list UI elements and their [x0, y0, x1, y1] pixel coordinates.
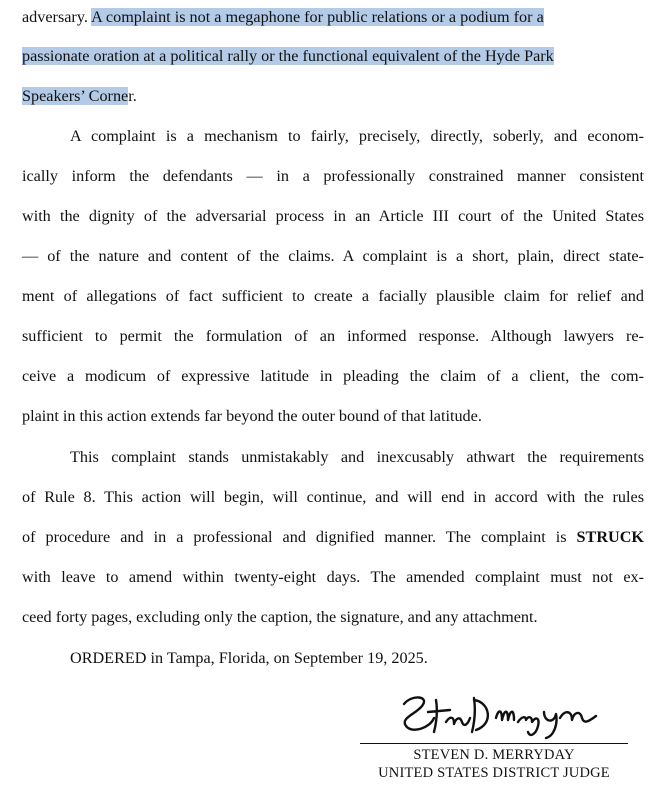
text-line: plaint in this action extends far beyond the outer bound of that latitude.: [22, 407, 482, 425]
text-line: ceive a modicum of expressive latitude in pleading the claim of a client, the com-: [22, 367, 644, 385]
order-line: ORDERED in Tampa, Florida, on September 19, 2025.: [70, 649, 428, 667]
text-segment: of procedure and in a professional and dignified manner. The complaint is: [22, 528, 577, 546]
signature-line: [360, 743, 628, 744]
text-line: A complaint is a mechanism to fairly, precisely, directly, soberly, and econom-: [70, 127, 644, 145]
text-line: This complaint stands unmistakably and inexcusably athwart the requirements: [70, 448, 644, 466]
text-line: sufficient to permit the formulation of an informed response. Although lawyers re-: [22, 327, 644, 345]
text-line: [22, 6, 544, 28]
text-line: with leave to amend within twenty-eight days. The amended complaint must not ex-: [22, 568, 644, 586]
text-line: ceed forty pages, excluding only the caption, the signature, and any attachment.: [22, 608, 538, 626]
signer-name: STEVEN D. MERRYDAY: [413, 747, 575, 763]
text-line: [22, 45, 554, 67]
signer-title: UNITED STATES DISTRICT JUDGE: [378, 765, 610, 781]
selected-text[interactable]: A complaint is not a megaphone for public relations or a podium for a: [91, 8, 544, 26]
handwritten-signature-icon: [390, 688, 610, 744]
text-line: [22, 526, 644, 548]
bold-text: STRUCK: [576, 528, 644, 546]
text-line: ically inform the defendants — in a professionally constrained manner consistent: [22, 167, 644, 185]
text-line: — of the nature and content of the claims. A complaint is a short, plain, direct state-: [22, 247, 644, 265]
text-segment: r.: [128, 87, 137, 105]
selected-text[interactable]: Speakers’ Corne: [22, 87, 129, 105]
text-line: of Rule 8. This action will begin, will continue, and will end in accord with the rules: [22, 488, 644, 506]
selected-text[interactable]: passionate oration at a political rally or the functional equivalent of the Hyde Park: [22, 47, 554, 65]
text-line: with the dignity of the adversarial process in an Article III court of the United States: [22, 207, 644, 225]
text-segment: adversary.: [22, 8, 92, 26]
text-line: [22, 85, 137, 107]
text-line: ment of allegations of fact sufficient to create a facially plausible claim for relief and: [22, 287, 644, 305]
